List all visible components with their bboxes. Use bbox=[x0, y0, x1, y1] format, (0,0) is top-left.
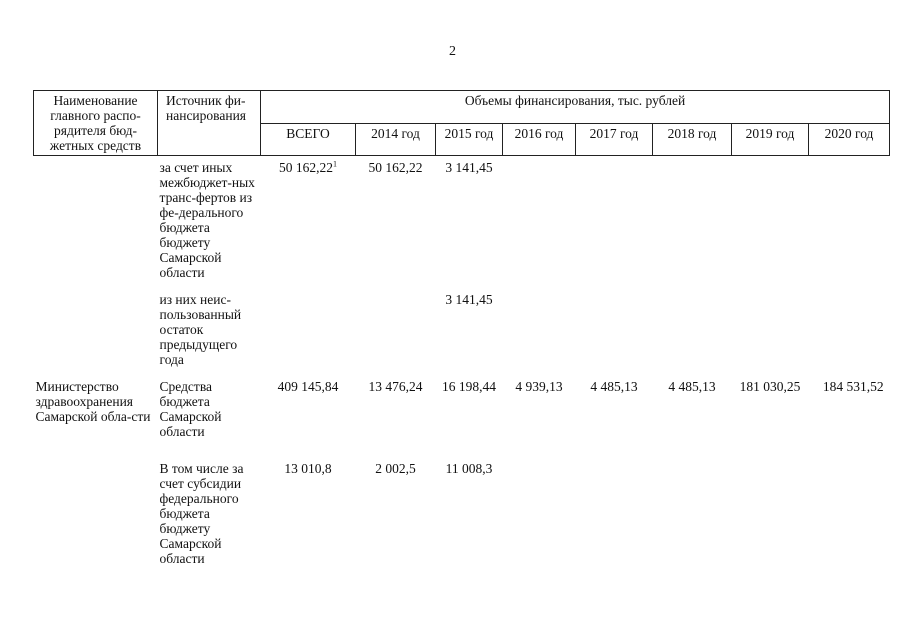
header-year-2015: 2015 год bbox=[436, 123, 503, 156]
cell-2017 bbox=[576, 439, 653, 566]
cell-2019 bbox=[732, 280, 809, 367]
cell-total: 13 010,8 bbox=[284, 461, 332, 476]
cell-2016 bbox=[503, 156, 576, 281]
cell-manager bbox=[34, 156, 158, 281]
financing-table bbox=[33, 90, 890, 566]
header-year-2018: 2018 год bbox=[653, 123, 732, 156]
cell-2015: 3 141,45 bbox=[445, 160, 493, 175]
cell-2014: 50 162,22 bbox=[368, 160, 423, 175]
cell-2017: 4 485,13 bbox=[590, 379, 638, 394]
header-source: Источник фи-нансирования bbox=[158, 91, 261, 156]
cell-manager: Министерство здравоохранения Самарской обла-сти bbox=[35, 379, 151, 424]
cell-total-value: 50 162,22 bbox=[279, 160, 333, 175]
cell-total bbox=[261, 156, 356, 281]
cell-2018: 4 485,13 bbox=[668, 379, 716, 394]
header-year-2014: 2014 год bbox=[356, 123, 436, 156]
cell-2016 bbox=[503, 280, 576, 367]
cell-2019 bbox=[732, 156, 809, 281]
cell-source: В том числе за счет субсидии федерального бюджета бюджету Самарской области bbox=[159, 461, 244, 566]
cell-2020 bbox=[809, 280, 890, 367]
footnote-mark: 1 bbox=[333, 159, 337, 169]
header-manager: Наименование главного распо-рядителя бюд-жетных средств bbox=[34, 91, 158, 156]
cell-2017 bbox=[576, 280, 653, 367]
cell-2020: 184 531,52 bbox=[822, 379, 884, 394]
header-year-2016: 2016 год bbox=[503, 123, 576, 156]
cell-2014: 13 476,24 bbox=[368, 379, 423, 394]
cell-total bbox=[261, 280, 356, 367]
header-year-2017: 2017 год bbox=[576, 123, 653, 156]
table-row bbox=[34, 156, 890, 281]
page-number: 2 bbox=[449, 44, 456, 59]
cell-2018 bbox=[653, 156, 732, 281]
cell-2019: 181 030,25 bbox=[739, 379, 801, 394]
header-volumes: Объемы финансирования, тыс. рублей bbox=[261, 91, 890, 124]
cell-2016 bbox=[503, 439, 576, 566]
cell-2020 bbox=[809, 156, 890, 281]
header-year-2019: 2019 год bbox=[732, 123, 809, 156]
cell-source: за счет иных межбюджет-ных транс-фертов из фе-дерального бюджета бюджету Самарской области bbox=[159, 160, 255, 280]
cell-2018 bbox=[653, 280, 732, 367]
cell-2018 bbox=[653, 439, 732, 566]
cell-2014 bbox=[356, 280, 436, 367]
cell-2015: 16 198,44 bbox=[442, 379, 496, 394]
cell-source: Средства бюджета Самарской области bbox=[159, 379, 222, 439]
header-year-2020: 2020 год bbox=[809, 123, 890, 156]
cell-2017 bbox=[576, 156, 653, 281]
cell-2015: 11 008,3 bbox=[445, 461, 493, 476]
cell-2019 bbox=[732, 439, 809, 566]
table-row bbox=[34, 439, 890, 566]
cell-2020 bbox=[809, 439, 890, 566]
cell-total: 409 145,84 bbox=[277, 379, 339, 394]
cell-2014: 2 002,5 bbox=[375, 461, 416, 476]
table-row bbox=[34, 367, 890, 439]
cell-2015: 3 141,45 bbox=[445, 292, 493, 307]
table-row bbox=[34, 280, 890, 367]
cell-manager bbox=[34, 280, 158, 367]
header-year-total: ВСЕГО bbox=[261, 123, 356, 156]
cell-source: из них неис-пользованный остаток предыдущего года bbox=[159, 292, 242, 367]
cell-2016: 4 939,13 bbox=[515, 379, 563, 394]
cell-manager bbox=[34, 439, 158, 566]
